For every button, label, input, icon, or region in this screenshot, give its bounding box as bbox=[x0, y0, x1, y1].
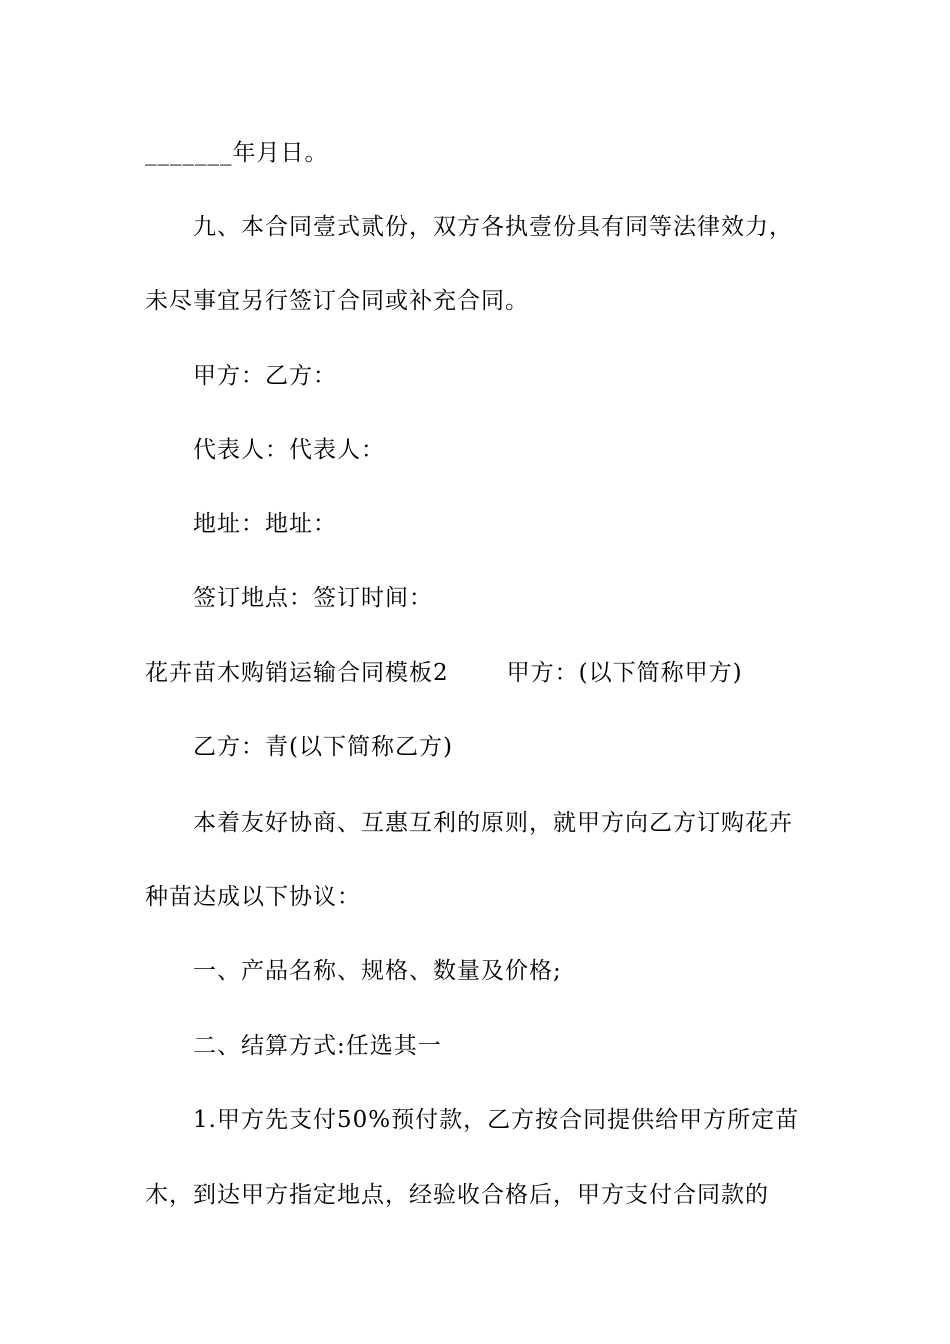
clause-nine-line-1: 九、本合同壹式贰份，双方各执壹份具有同等法律效力， bbox=[193, 214, 793, 240]
preamble-line-2: 种苗达成以下协议： bbox=[145, 884, 361, 910]
signing-line: 签订地点：签订时间： bbox=[193, 585, 433, 611]
clause-one-line: 一、产品名称、规格、数量及价格; bbox=[193, 958, 562, 984]
address-line: 地址：地址： bbox=[193, 511, 337, 537]
clause-nine-line-2: 未尽事宜另行签订合同或补充合同。 bbox=[145, 288, 529, 314]
date-line: _______年月日。 bbox=[145, 140, 329, 166]
party-a-intro: 甲方：(以下简称甲方) bbox=[506, 660, 743, 686]
payment-option-line-1: 1.甲方先支付50%预付款，乙方按合同提供给甲方所定苗 bbox=[193, 1107, 800, 1133]
preamble-line-1: 本着友好协商、互惠互利的原则，就甲方向乙方订购花卉 bbox=[193, 810, 793, 836]
payment-option-line-2: 木，到达甲方指定地点，经验收合格后，甲方支付合同款的 bbox=[145, 1182, 769, 1208]
template-heading-line bbox=[145, 658, 825, 688]
clause-two-line: 二、结算方式:任选其一 bbox=[193, 1033, 442, 1059]
party-line: 甲方：乙方： bbox=[193, 363, 337, 389]
representative-line: 代表人：代表人： bbox=[193, 437, 385, 463]
template-title: 花卉苗木购销运输合同模板2 bbox=[145, 660, 449, 686]
party-b-intro: 乙方：青(以下简称乙方) bbox=[193, 734, 453, 760]
